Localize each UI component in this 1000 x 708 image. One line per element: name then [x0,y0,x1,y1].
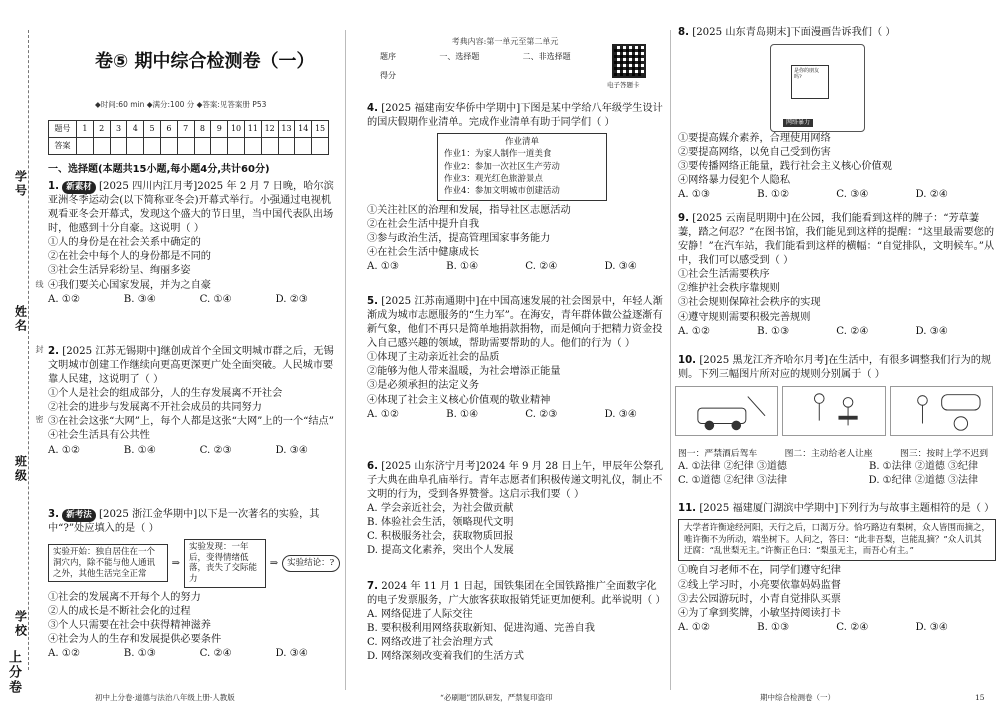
question-8-options [678,132,996,202]
cartoon-speech: 是你的朋友吗? [791,65,829,99]
grid-label-a: 答案 [49,138,77,155]
option-item: ②社会的进步与发展离不开社会成员的共同努力 [48,402,262,414]
qr-code[interactable] [612,44,646,78]
grid-qnum: 4 [127,121,144,138]
footer-mid: “必刷题”团队研发，严禁复印盗印 [440,692,553,702]
option-item: ③社会规则保障社会秩序的实现 [678,297,821,309]
choice-row [367,260,637,274]
choice-a[interactable]: A. ①法律 ②纪律 ③道德 [678,461,787,473]
section-heading [48,163,340,177]
option-item: ④我们要关心国家发展，并为之自豪 [48,279,211,291]
question-4 [367,102,665,274]
grid-qnum: 2 [93,121,110,138]
question-number: 3. [48,509,59,520]
choice-b[interactable]: B. ③④ [123,293,156,305]
car-icon [676,387,777,435]
qr-caption: 电子答题卡 [607,81,640,89]
cartoon-caption: 网络暴力 [783,119,813,127]
option-item: ③参与政治生活，提高管理国家事务能力 [367,232,551,244]
choice-b[interactable]: B. 要积极利用网络获取新知、促进沟通、完善自我 [367,623,595,635]
option-item: ①要提高媒介素养，合理使用网络 [678,133,831,144]
answer-cell[interactable] [244,138,261,155]
grid-qnum: 6 [160,121,177,138]
option-item: ④遵守规则需要积极完善规则 [678,311,811,323]
choice-row [678,325,948,339]
rule-pictures [675,386,993,436]
choice-a[interactable]: A. ①③ [367,261,400,273]
question-2 [48,345,340,458]
answer-cell[interactable] [261,138,278,155]
choice-a[interactable]: A. ①③ [678,189,711,201]
choice-d[interactable]: D. 提高文化素养，突出个人发展 [367,545,514,557]
homework-item: 作业1：为家人制作一道美食 [444,149,552,160]
choice-c[interactable]: C. ②③ [525,408,558,420]
answer-cell[interactable] [211,138,228,155]
question-stem: 2024 年 11 月 1 日起，国铁集团在全国铁路推广全面数字化的电子发票服务，广大旅客获取报销凭证更加便利。此举说明（ ） [367,581,666,607]
homework-item: 作业3：观光红色旅游景点 [444,174,543,185]
name-label: 姓名 [13,305,28,333]
question-stem: [2025 江苏南通期中]在中国高速发展的社会图景中，年轻人渐渐成为城市志愿服务的“生力军”。在海安，青年群体做公益逐渐有新气象，他们不再只是简单地捐款捐物，而是倾向于把精力资金投入自己感兴趣的领域，帮助需要帮助的人。他们的行为（ ） [367,296,663,350]
exam-scope: 考典内容:第一单元至第二单元 [451,37,559,46]
choice-b[interactable]: B. ①④ [446,261,479,273]
question-number: 6. [367,461,378,472]
page-title: 卷⑤ 期中综合检测卷（一） [95,51,315,72]
choice-a[interactable]: A. 网络促进了人际交往 [367,609,473,621]
school-label: 学校 [13,610,28,638]
answer-cell[interactable] [93,138,110,155]
homework-title: 作业清单 [504,137,539,148]
question-number: 9. [678,213,689,224]
picture-caption: 图二：主动给老人让座 [784,449,873,459]
choice-d[interactable]: D. ③④ [915,621,948,633]
option-item: ②线上学习时，小亮要依靠妈妈监督 [678,579,841,591]
answer-cell[interactable] [177,138,194,155]
choice-a[interactable]: A. ①② [48,647,81,659]
flow-conclusion: 实验结论：? [282,555,340,572]
choice-c[interactable]: C. 积极服务社会，获取物质回报 [367,531,514,543]
exam-meta: ◆时间:60 min ◆满分:100 分 ◆答案:见答案册 P53 [95,100,267,109]
picture-caption: 图一：严禁酒后驾车 [678,449,758,459]
option-item: ④社会为人的生存和发展提供必要条件 [48,633,222,645]
column-divider [670,30,671,690]
picture-caption: 图三：按时上学不迟到 [900,449,988,459]
question-number: 8. [678,27,689,38]
option-item: ②要提高网络，以免自己受到伤害 [678,147,831,159]
option-item: ③去公园游玩时，小青自觉排队买票 [678,593,841,605]
question-5 [367,295,665,422]
question-stem: [2025 四川内江月考]2025 年 2 月 7 日晚，哈尔滨亚洲冬季运动会(以下简称亚冬会)开幕式举行。小强通过电视机观看亚冬会开幕式，发现这个盛大的节日里，当中国代表队出场时，他感到十分自豪。这说明（ ） [48,181,334,235]
option-item: ②能够为他人带来温暖，为社会增添正能量 [367,366,561,378]
choice-a[interactable]: A. ①② [48,444,81,456]
grid-qnum: 10 [228,121,245,138]
picture-give-seat [782,386,885,436]
score-label: 一、选择题 [439,52,480,62]
new-material-badge: 新素材 [62,181,96,194]
choice-a[interactable]: A. ①② [367,408,400,420]
question-10-captions [678,448,996,488]
choice-d[interactable]: D. ②④ [915,189,948,201]
question-number: 7. [367,581,378,592]
answer-cell[interactable] [77,138,94,155]
question-stem: [2025 浙江金华期中]以下是一次著名的实验，其中“?”处应填入的是（ ） [48,509,320,535]
homework-item: 作业4：参加文明城市创建活动 [444,186,560,197]
choice-row [367,408,637,422]
option-item: ①社会的发展离不开每个人的努力 [48,591,201,603]
choice-d[interactable]: D. ①纪律 ②道德 ③法律 [868,474,978,486]
grid-qnum: 7 [177,121,194,138]
grid-qnum: 9 [211,121,228,138]
secret-mark: 密 [35,415,45,423]
line-mark: 线 [35,280,45,288]
question-7 [367,580,665,664]
choice-c[interactable]: C. ①④ [199,293,232,305]
grid-qnum: 14 [295,121,312,138]
grid-qnum: 13 [278,121,295,138]
choice-d[interactable]: D. ③④ [275,444,308,456]
choice-row [678,188,948,202]
choice-b[interactable]: B. ①④ [446,408,479,420]
homework-list [437,133,607,201]
score-row-label: 得分 [380,71,396,81]
choice-a[interactable]: A. 学会亲近社会，为社会做贡献 [367,503,514,515]
person-icon [783,387,884,435]
question-3 [48,508,340,661]
story-box: 大学者许衡途经河阳，天行之后，口渴万分。恰巧路边有梨树，众人皆围而摘之，唯许衡不为所动，端坐树下。人问之，答曰：“此非吾梨，岂能乱摘？”众人讥其迂腐：“乱世梨无主。”许衡正色曰：“梨虽无主，而吾心有主。” [678,519,996,561]
choice-d[interactable]: D. ③④ [915,325,948,337]
score-header [380,36,630,81]
choice-d[interactable]: D. ③④ [604,408,637,420]
answer-cell[interactable] [160,138,177,155]
choice-row [48,444,308,458]
question-stem: [2025 福建厦门湖滨中学期中]下列行为与故事主题相符的是（ ） [699,503,995,514]
brand-label: 上分卷 [5,650,21,695]
option-item: ①个人是社会的组成部分，人的生存发展离不开社会 [48,388,283,400]
option-item: ④在社会生活中健康成长 [367,246,480,258]
question-stem: [2025 云南昆明期中]在公园，我们能看到这样的牌子：“芳草萋萋，踏之何忍？”在图书馆，我们能见到这样的提醒：“这里最需要您的安静！”在汽车站，我们能看到这样的横幅：“自觉排队，文明候车。”从中，我们可以感受到（ ） [678,213,995,267]
choice-b[interactable]: B. ①③ [757,325,790,337]
grid-qnum: 11 [244,121,261,138]
choice-c[interactable]: C. 网络改进了社会治理方式 [367,637,493,649]
answer-grid [48,120,329,155]
option-item: ③要传播网络正能量，践行社会主义核心价值观 [678,161,892,173]
question-stem: [2025 江苏无锡期中]继创成首个全国文明城市群之后，无锡文明城市创建工作继续向更高更深更广处全面突破。人民城市要靠人民建，这说明了（ ） [48,346,334,386]
choice-b[interactable]: B. ①③ [757,621,790,633]
answer-cell[interactable] [194,138,211,155]
question-number: 10. [678,355,697,366]
choice-a[interactable]: A. ①② [678,621,711,633]
cut-line [28,30,29,670]
answer-cell[interactable] [110,138,127,155]
new-method-badge: 新考法 [62,509,96,522]
option-item: ②在社会生活中提升自我 [367,218,480,230]
option-item: ②在社会中每个人的身份都是不同的 [48,251,211,263]
footer-right: 期中综合检测卷（一） [760,692,835,702]
grid-qnum: 15 [312,121,329,138]
homework-item: 作业2：参加一次社区生产劳动 [444,161,560,172]
choice-b[interactable]: B. 体验社会生活，领略现代文明 [367,517,514,529]
class-label: 班级 [13,455,28,483]
option-item: ④为了拿到奖牌，小敏坚持阅读打卡 [678,607,841,619]
choice-c[interactable]: C. ①道德 ②纪律 ③法律 [678,474,787,486]
flow-step: 实验发现：一年后，变得情绪低落，丧失了交际能力 [184,539,266,588]
column-2 [345,0,670,708]
choice-d[interactable]: D. ③④ [275,647,308,659]
question-9 [678,212,996,339]
choice-d[interactable]: D. 网络深刻改变着我们的生活方式 [367,651,524,663]
choice-row [48,647,308,661]
grid-qnum: 1 [77,121,94,138]
column-divider [345,30,346,690]
option-item: ①关注社区的治理和发展，指导社区志愿活动 [367,204,571,216]
answer-cell[interactable] [228,138,245,155]
choice-c[interactable]: C. ②③ [199,444,232,456]
choice-c[interactable]: C. ②④ [199,647,232,659]
choice-b[interactable]: B. ①② [757,189,790,201]
choice-b[interactable]: B. ①法律 ②道德 ③纪律 [868,461,978,473]
flow-step: 实验开始：独自居住在一个洞穴内，除不能与他人通讯之外，其他生活完全正常 [48,544,168,582]
choice-row [48,293,308,307]
choice-c[interactable]: C. ②④ [836,621,869,633]
grid-qnum: 3 [110,121,127,138]
choice-row [678,460,978,474]
choice-a[interactable]: A. ①② [678,325,711,337]
answer-cell[interactable] [127,138,144,155]
question-1 [48,180,340,307]
cartoon-image [770,44,865,132]
option-item: ①人的身份是在社会关系中确定的 [48,237,201,249]
question-8 [678,26,996,40]
question-stem: [2025 福建南安华侨中学期中]下图是某中学给八年级学生设计的国庆假期作业清单。完成作业清单有助于同学们（ ） [367,103,663,129]
answer-grid-arow [49,138,329,155]
option-item: ②维护社会秩序靠规则 [678,283,780,295]
column-1 [0,0,345,708]
answer-cell[interactable] [312,138,329,155]
grid-qnum: 8 [194,121,211,138]
student-icon [891,387,992,435]
arrow-right-icon: ⇒ [269,557,279,569]
question-stem: [2025 黑龙江齐齐哈尔月考]在生活中，有很多调整我们行为的规则。下列三幅图片所对应的规则分别属于（ ） [678,355,992,381]
grid-qnum: 5 [144,121,161,138]
grid-qnum: 12 [261,121,278,138]
picture-drunk-driving [675,386,778,436]
answer-cell[interactable] [278,138,295,155]
seal-mark: 封 [35,345,45,353]
choice-row [678,621,948,635]
option-item: ①社会生活需要秩序 [678,269,770,281]
choice-d[interactable]: D. ③④ [604,261,637,273]
answer-cell[interactable] [295,138,312,155]
answer-grid-qrow [49,121,329,138]
option-item: ③个人只需要在社会中获得精神滋养 [48,619,211,631]
question-number: 11. [678,503,697,514]
question-number: 4. [367,103,378,114]
binding-strip [0,0,45,708]
option-item: ④网络暴力侵犯个人隐私 [678,175,791,187]
score-label: 二、非选择题 [522,52,571,62]
answer-cell[interactable] [144,138,161,155]
question-6 [367,460,665,559]
arrow-right-icon: ⇒ [171,557,181,569]
column-3 [670,0,1000,708]
option-item: ③在社会这张“大网”上，每个人都是这张“大网”上的一个“结点” [48,416,334,428]
experiment-flow [48,539,340,588]
choice-row [678,474,978,488]
choice-b[interactable]: B. ①④ [123,444,156,456]
score-label: 题序 [380,52,396,62]
picture-on-time [890,386,993,436]
question-stem: [2025 山东济宁月考]2024 年 9 月 28 日上午，甲辰年公祭孔子大典在曲阜孔庙举行。青年志愿者们积极传递文明礼仪，制止不文明的行为，受到各界赞誉。这启示我们要（ ） [367,461,664,501]
choice-a[interactable]: A. ①② [48,293,81,305]
option-item: ①体现了主动亲近社会的品质 [367,352,500,364]
question-number: 1. [48,181,59,192]
question-stem: [2025 山东青岛期末]下面漫画告诉我们（ ） [692,27,896,38]
page-number: 15 [975,692,985,702]
choice-c[interactable]: C. ②④ [525,261,558,273]
option-item: ③社会生活异彩纷呈、绚丽多姿 [48,265,191,277]
choice-c[interactable]: C. ③④ [836,189,869,201]
choice-c[interactable]: C. ②④ [836,325,869,337]
score-labels [380,51,630,62]
section-1-title: 一、选择题(本题共15小题,每小题4分,共计60分) [48,164,270,175]
option-item: ④社会生活具有公共性 [48,430,150,442]
question-number: 2. [48,346,59,357]
footer-left: 初中上分卷·道德与法治八年级上册·人教版 [95,692,235,702]
question-10 [678,354,996,382]
option-item: ③是必须承担的法定义务 [367,380,480,392]
grid-label-q: 题号 [49,121,77,138]
question-11 [678,502,996,635]
option-item: ②人的成长是不断社会化的过程 [48,605,191,617]
option-item: ④体现了社会主义核心价值观的敬业精神 [367,394,551,406]
question-number: 5. [367,296,378,307]
option-item: ①晚自习老师不在，同学们遵守纪律 [678,565,841,577]
student-number-label: 学号 [13,170,28,198]
choice-d[interactable]: D. ②③ [275,293,308,305]
choice-b[interactable]: B. ①③ [123,647,156,659]
